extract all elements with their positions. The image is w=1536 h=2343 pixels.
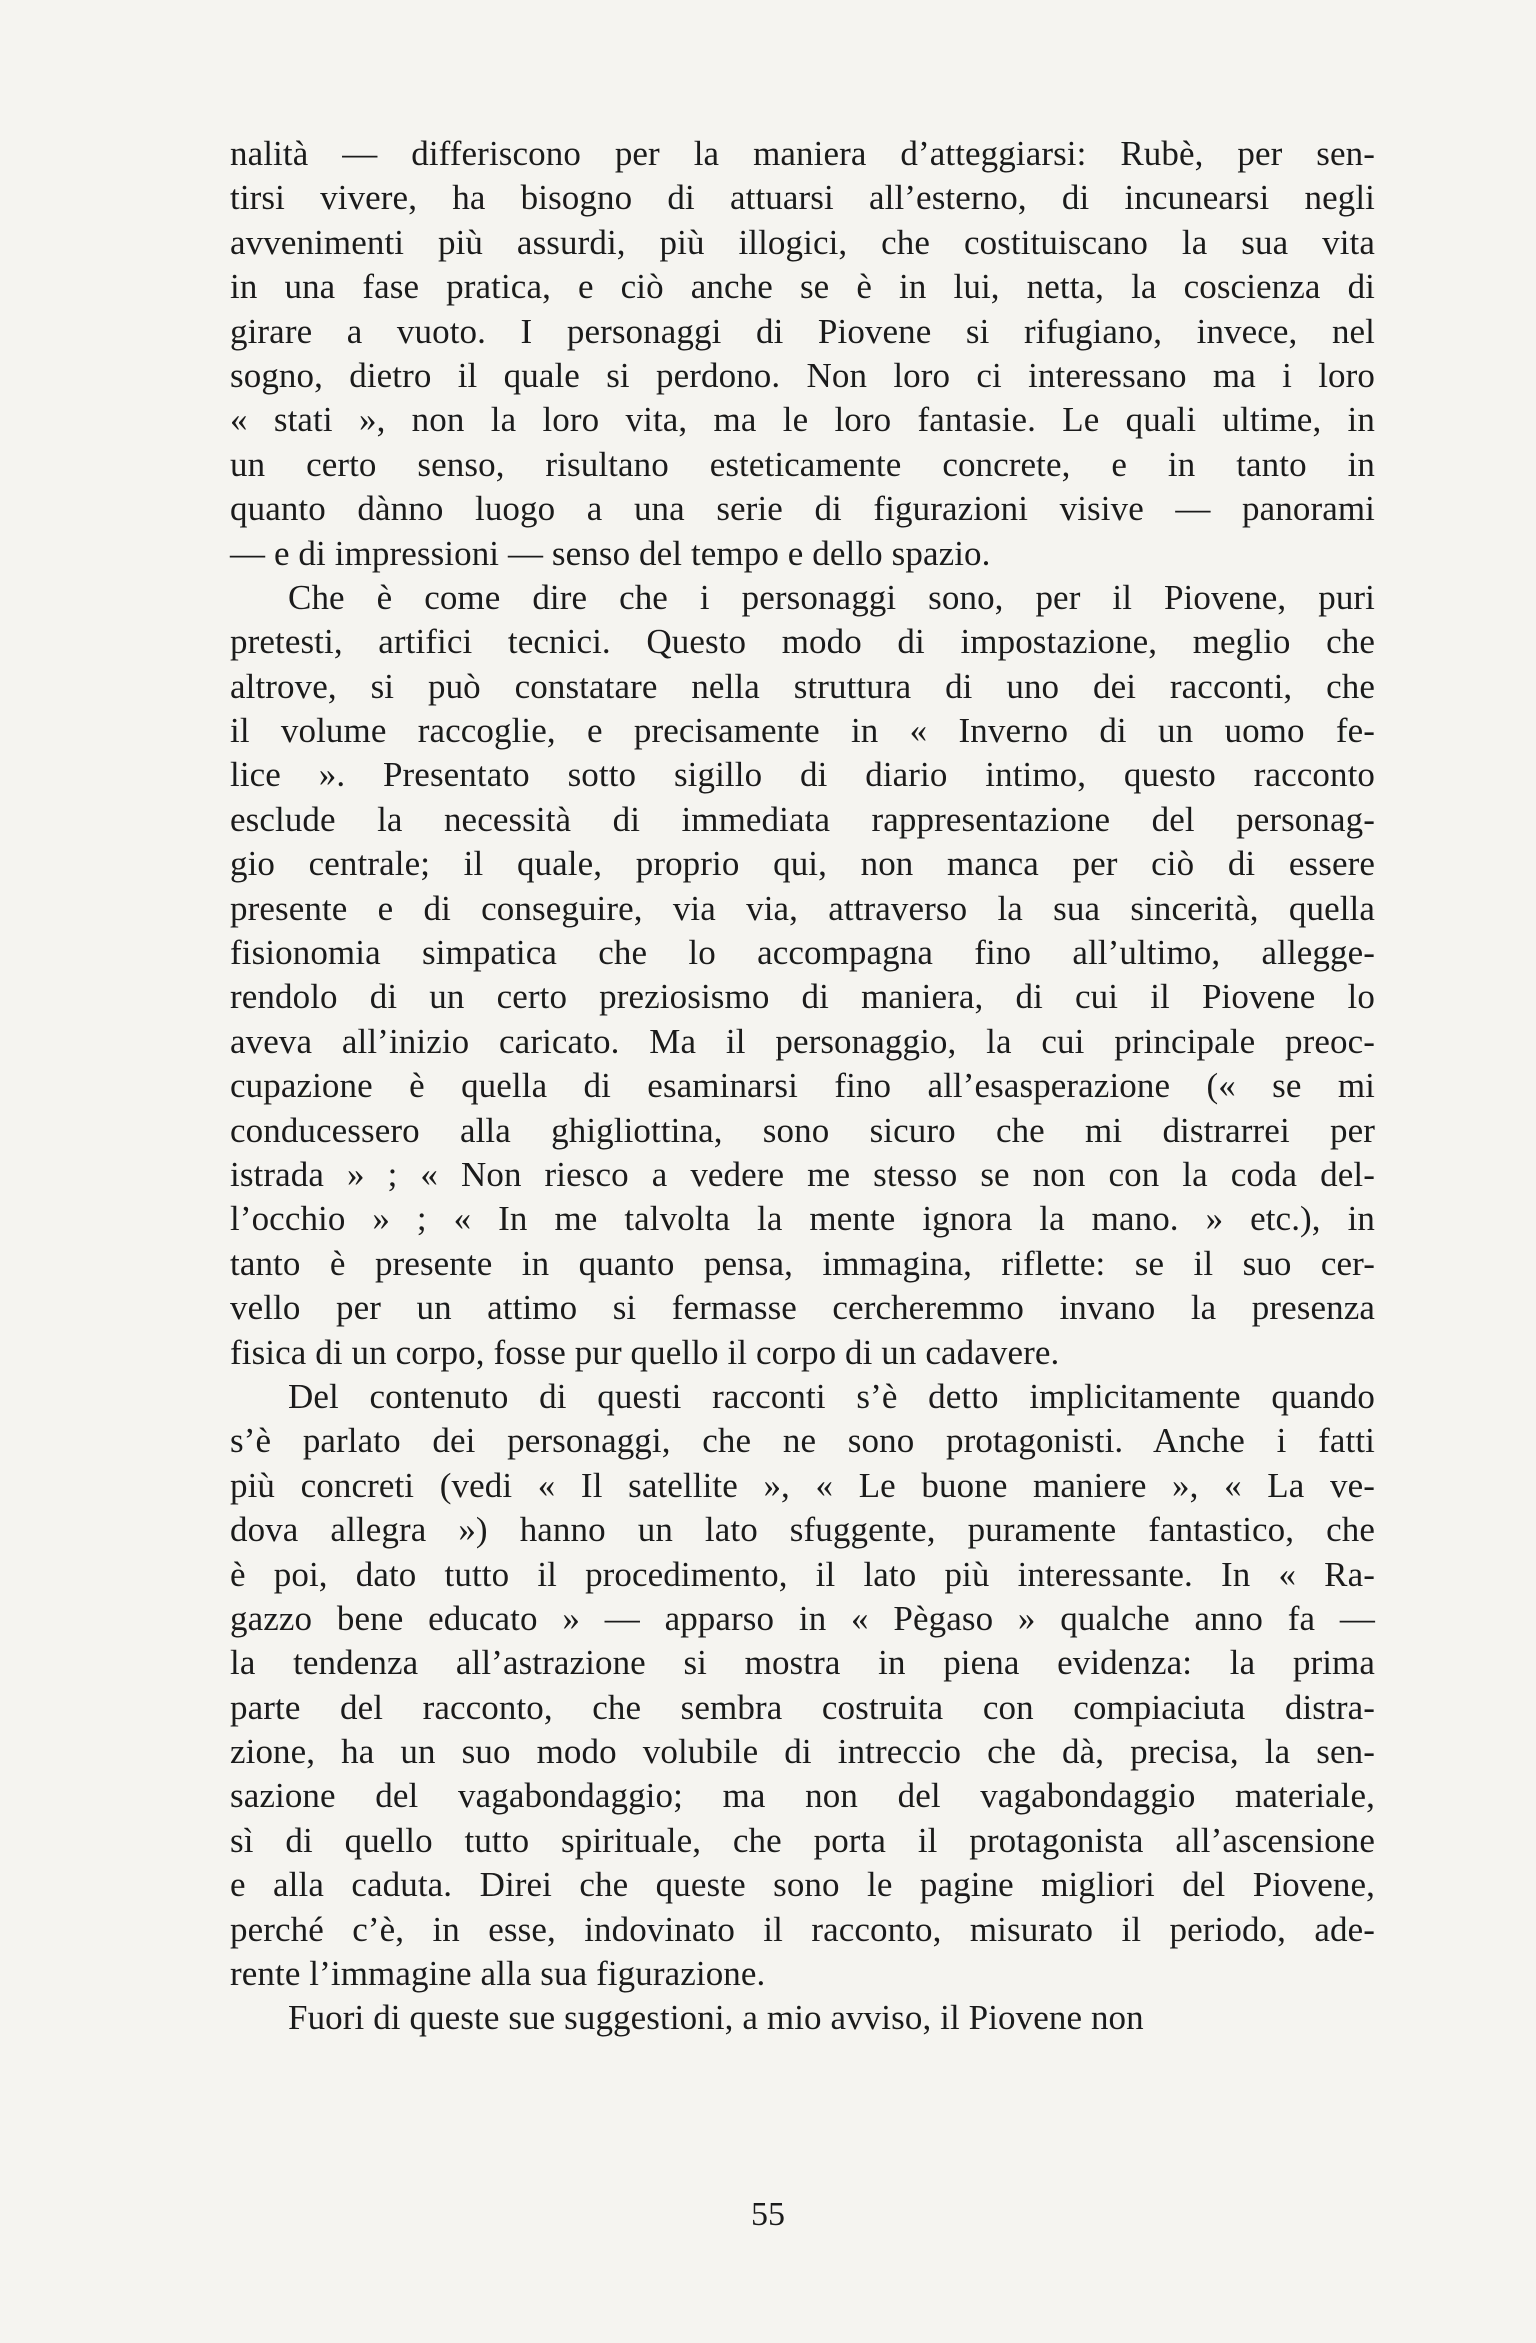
text-line: istrada » ; « Non riesco a vedere me stesso se non con la coda del-: [230, 1154, 1375, 1194]
text-line: il volume raccoglie, e precisamente in « Inverno di un uomo fe-: [230, 711, 1375, 751]
text-line: lice ». Presentato sotto sigillo di diario intimo, questo racconto: [230, 755, 1375, 795]
text-line: conducessero alla ghigliottina, sono sicuro che mi distrarrei per: [230, 1110, 1375, 1150]
text-line: esclude la necessità di immediata rappresentazione del personag-: [230, 799, 1375, 839]
text-line: perché c’è, in esse, indovinato il racconto, misurato il periodo, ade-: [230, 1909, 1375, 1949]
text-line: presente e di conseguire, via via, attraverso la sua sincerità, quella: [230, 888, 1375, 928]
text-line: dova allegra ») hanno un lato sfuggente, puramente fantastico, che: [230, 1510, 1375, 1550]
text-line: l’occhio » ; « In me talvolta la mente ignora la mano. » etc.), in: [230, 1199, 1375, 1239]
text-line: sogno, dietro il quale si perdono. Non loro ci interessano ma i loro: [230, 355, 1375, 395]
text-line: cupazione è quella di esaminarsi fino all’esasperazione (« se mi: [230, 1066, 1375, 1106]
text-line: più concreti (vedi « Il satellite », « Le buone maniere », « La ve-: [230, 1465, 1375, 1505]
text-line: s’è parlato dei personaggi, che ne sono protagonisti. Anche i fatti: [230, 1421, 1375, 1461]
text-line: fisica di un corpo, fosse pur quello il corpo di un cadavere.: [230, 1332, 1060, 1372]
text-line: Che è come dire che i personaggi sono, per il Piovene, puri: [288, 577, 1375, 617]
text-line: un certo senso, risultano esteticamente concrete, e in tanto in: [230, 444, 1375, 484]
text-line: girare a vuoto. I personaggi di Piovene si rifugiano, invece, nel: [230, 311, 1375, 351]
text-line: tirsi vivere, ha bisogno di attuarsi all’esterno, di incunearsi negli: [230, 178, 1375, 218]
text-line: parte del racconto, che sembra costruita con compiaciuta distra-: [230, 1687, 1375, 1727]
text-line: « stati », non la loro vita, ma le loro fantasie. Le quali ultime, in: [230, 400, 1375, 440]
text-line: altrove, si può constatare nella struttura di uno dei racconti, che: [230, 666, 1375, 706]
text-line: Del contenuto di questi racconti s’è detto implicitamente quando: [288, 1376, 1375, 1416]
text-line: gazzo bene educato » — apparso in « Pègaso » qualche anno fa —: [230, 1598, 1375, 1638]
text-line: in una fase pratica, e ciò anche se è in lui, netta, la coscienza di: [230, 267, 1375, 307]
text-line: è poi, dato tutto il procedimento, il lato più interessante. In « Ra-: [230, 1554, 1375, 1594]
text-line: pretesti, artifici tecnici. Questo modo di impostazione, meglio che: [230, 622, 1375, 662]
text-line: vello per un attimo si fermasse cercheremmo invano la presenza: [230, 1288, 1375, 1328]
text-line: Fuori di queste sue suggestioni, a mio avviso, il Piovene non: [288, 1998, 1144, 2038]
text-line: e alla caduta. Direi che queste sono le pagine migliori del Piovene,: [230, 1865, 1375, 1905]
text-line: — e di impressioni — senso del tempo e dello spazio.: [230, 533, 991, 573]
text-line: nalità — differiscono per la maniera d’atteggiarsi: Rubè, per sen-: [230, 134, 1375, 173]
page-number: 55: [751, 2196, 785, 2233]
text-line: la tendenza all’astrazione si mostra in piena evidenza: la prima: [230, 1643, 1375, 1683]
text-line: gio centrale; il quale, proprio qui, non manca per ciò di essere: [230, 844, 1375, 884]
text-line: aveva all’inizio caricato. Ma il personaggio, la cui principale preoc-: [230, 1021, 1375, 1061]
text-line: avvenimenti più assurdi, più illogici, che costituiscano la sua vita: [230, 222, 1375, 262]
text-line: rente l’immagine alla sua figurazione.: [230, 1954, 766, 1994]
text-line: sì di quello tutto spirituale, che porta il protagonista all’ascensione: [230, 1820, 1375, 1860]
text-line: fisionomia simpatica che lo accompagna fino all’ultimo, allegge-: [230, 933, 1375, 973]
body-text: [230, 132, 1375, 2041]
text-line: quanto dànno luogo a una serie di figurazioni visive — panorami: [230, 489, 1375, 529]
text-line: sazione del vagabondaggio; ma non del vagabondaggio materiale,: [230, 1776, 1375, 1816]
text-line: zione, ha un suo modo volubile di intreccio che dà, precisa, la sen-: [230, 1732, 1375, 1772]
text-line: rendolo di un certo preziosismo di maniera, di cui il Piovene lo: [230, 977, 1375, 1017]
text-line: tanto è presente in quanto pensa, immagina, riflette: se il suo cer-: [230, 1243, 1375, 1283]
